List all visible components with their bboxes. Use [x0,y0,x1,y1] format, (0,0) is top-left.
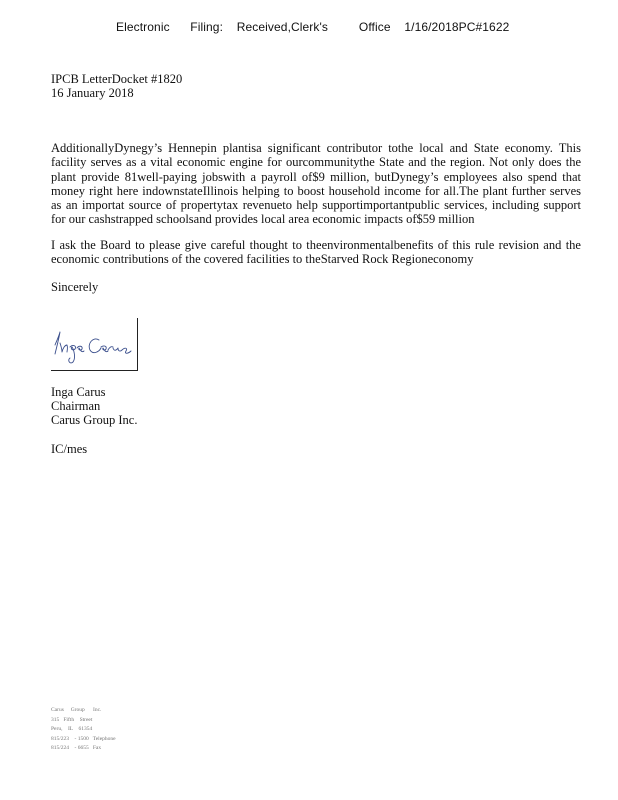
footer-fax: 815/224 - 6655 Fax [51,745,102,751]
filing-stamp-header: Electronic Filing: Received,Clerk's Office 1/16/2018PC#1622 [116,20,510,34]
closing-salutation: Sincerely [51,280,99,294]
letter-date: 16 January 2018 [51,86,134,100]
signature-block [51,385,137,427]
signer-name: Inga Carus [51,385,106,399]
footer-company: Carus Group Inc. [51,707,102,713]
footer-street: 315 Fifth Street [51,716,93,723]
body-paragraph-economy: AdditionallyDynegy’s Hennepin plantisa significant contributor tothe local and State economy. This facility serves as a vital economic engine for ourcommunitythe State and the region. Not only does the plant provide 81well-paying jobswith a payroll of$9 million, butDynegy’s employees also spend that money right here indownstateIllinois helping to boost household income for all.The plant further serves as an importat source of propertytax revenueto help supportimportantpublic services, including support for our cashstrapped schoolsand provides local area economic impacts of$59 million [51,141,581,227]
body-paragraph-request: I ask the Board to please give careful thought to theenvironmentalbenefits of this rule revision and the economic contributions of the covered facilities to theStarved Rock Regioneconomy [51,238,581,267]
footer-city: Peru, IL 61354 [51,726,93,732]
handwritten-signature [51,318,138,371]
footer-address [51,706,116,754]
signer-company: Carus Group Inc. [51,413,138,427]
signature-icon [51,318,137,370]
footer-telephone: 815/223 - 1500 Telephone [51,735,116,742]
docket-reference: IPCB LetterDocket #1820 [51,72,183,86]
signer-title: Chairman [51,399,101,413]
letter-reference [51,72,182,100]
typist-initials: IC/mes [51,442,88,456]
